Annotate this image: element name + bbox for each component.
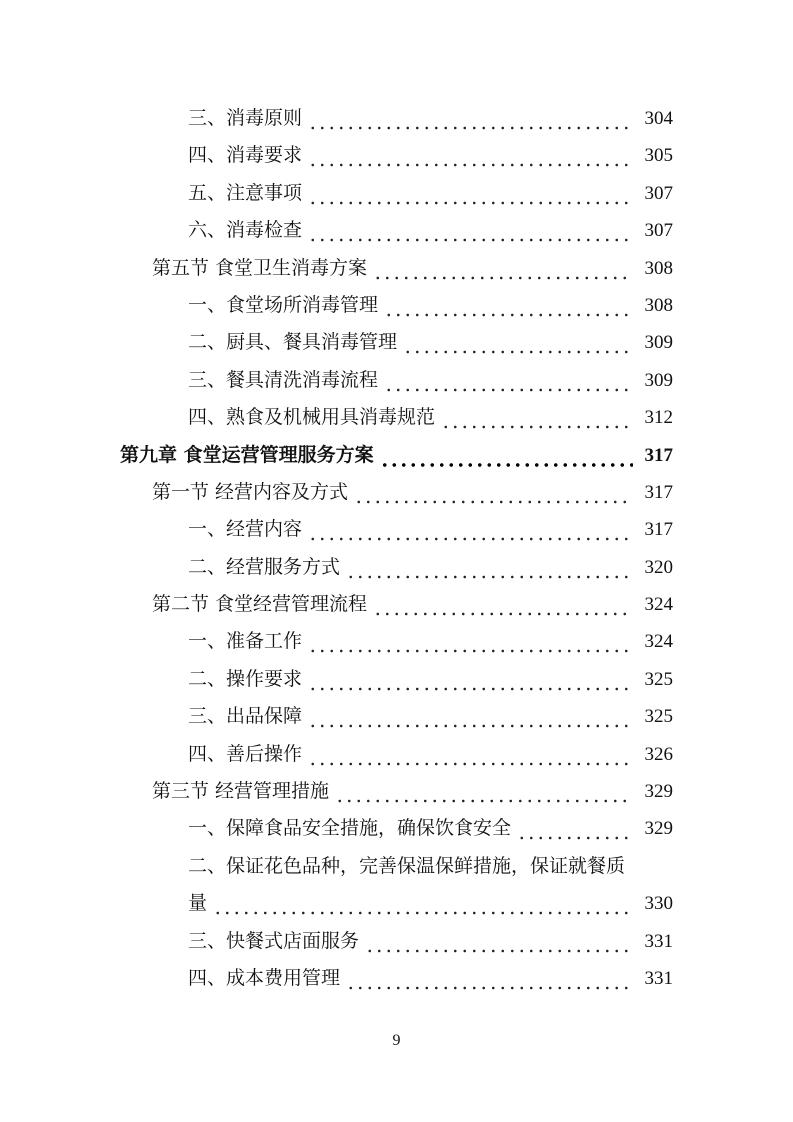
toc-entry-page: 309 <box>644 332 673 354</box>
toc-entry-title: 二、经营服务方式 <box>188 555 341 578</box>
toc-entry-title: 一、准备工作 <box>188 630 303 653</box>
toc-subsection-entry[interactable] <box>0 549 793 586</box>
toc-entry-page: 325 <box>644 706 673 728</box>
toc-entry-title: 三、快餐式店面服务 <box>188 929 360 952</box>
toc-entry-page: 308 <box>644 257 673 279</box>
toc-entry-title: 第九章 食堂运营管理服务方案 <box>120 443 374 466</box>
toc-subsection-entry[interactable] <box>0 885 793 922</box>
toc-chapter-entry[interactable] <box>0 437 793 474</box>
toc-entry-title: 二、保证花色品种，完善保温保鲜措施，保证就餐质 <box>188 854 626 877</box>
toc-entry-title: 量 <box>188 892 208 915</box>
toc-entry-title: 四、熟食及机械用具消毒规范 <box>188 406 436 429</box>
toc-entry-page: 307 <box>644 182 673 204</box>
toc-entry-page: 317 <box>644 519 673 541</box>
toc-dot-leader <box>308 137 633 174</box>
toc-entry-title: 三、出品保障 <box>188 705 303 728</box>
toc-dot-leader <box>346 960 633 997</box>
toc-dot-leader <box>213 885 633 922</box>
toc-subsection-entry[interactable] <box>0 848 793 885</box>
toc-dot-leader <box>373 586 633 623</box>
toc-subsection-entry[interactable] <box>0 137 793 174</box>
toc-entry-title: 一、保障食品安全措施，确保饮食安全 <box>188 817 512 840</box>
toc-entry-title: 二、操作要求 <box>188 667 303 690</box>
toc-subsection-entry[interactable] <box>0 212 793 249</box>
toc-entry-title: 第五节 食堂卫生消毒方案 <box>152 256 368 279</box>
toc-entry-page: 320 <box>644 556 673 578</box>
toc-subsection-entry[interactable] <box>0 324 793 361</box>
toc-dot-leader <box>517 810 633 847</box>
toc-entry-page: 325 <box>644 668 673 690</box>
toc-entry-page: 317 <box>644 444 673 466</box>
toc-section-entry[interactable] <box>0 773 793 810</box>
toc-dot-leader <box>403 324 633 361</box>
toc-subsection-entry[interactable] <box>0 175 793 212</box>
toc-entry-title: 一、食堂场所消毒管理 <box>188 293 379 316</box>
toc-entry-page: 324 <box>644 631 673 653</box>
toc-entry-page: 331 <box>644 930 673 952</box>
page-number: 9 <box>392 1032 401 1049</box>
toc-dot-leader <box>308 736 633 773</box>
toc-dot-leader <box>384 287 633 324</box>
toc-subsection-entry[interactable] <box>0 960 793 997</box>
toc-dot-leader <box>380 437 633 474</box>
toc-entry-page: 324 <box>644 594 673 616</box>
toc-section-entry[interactable] <box>0 474 793 511</box>
toc-entry-page: 309 <box>644 369 673 391</box>
toc-subsection-entry[interactable] <box>0 698 793 735</box>
toc-subsection-entry[interactable] <box>0 399 793 436</box>
toc-subsection-entry[interactable] <box>0 362 793 399</box>
toc-entry-title: 三、消毒原则 <box>188 107 303 129</box>
toc-subsection-entry[interactable] <box>0 810 793 847</box>
toc-entry-title: 二、厨具、餐具消毒管理 <box>188 331 398 354</box>
toc-entry-page: 312 <box>644 407 673 429</box>
toc-dot-leader <box>308 511 633 548</box>
toc-dot-leader <box>354 474 633 511</box>
toc-entry-page: 326 <box>644 743 673 765</box>
toc-dot-leader <box>308 175 633 212</box>
toc-entry-title: 第三节 经营管理措施 <box>152 780 330 803</box>
toc-dot-leader <box>308 623 633 660</box>
toc-entry-page: 330 <box>644 893 673 915</box>
toc-entry-title: 五、注意事项 <box>188 181 303 204</box>
toc-dot-leader <box>308 698 633 735</box>
toc-entry-page: 329 <box>644 818 673 840</box>
toc-subsection-entry[interactable] <box>0 100 793 137</box>
toc-dot-leader <box>373 250 633 287</box>
toc-section-entry[interactable] <box>0 586 793 623</box>
toc-dot-leader <box>308 100 633 137</box>
toc-entry-title: 三、餐具清洗消毒流程 <box>188 368 379 391</box>
toc-dot-leader <box>308 212 633 249</box>
toc-entry-page: 304 <box>644 108 673 129</box>
toc-entry-page: 305 <box>644 145 673 167</box>
toc-entry-title: 第一节 经营内容及方式 <box>152 480 349 503</box>
toc-subsection-entry[interactable] <box>0 661 793 698</box>
toc-dot-leader <box>384 362 633 399</box>
toc-entry-title: 四、成本费用管理 <box>188 966 341 989</box>
toc-dot-leader <box>346 549 633 586</box>
toc-subsection-entry[interactable] <box>0 923 793 960</box>
toc-section-entry[interactable] <box>0 250 793 287</box>
toc-entry-title: 一、经营内容 <box>188 518 303 541</box>
toc-dot-leader <box>308 661 633 698</box>
toc-entry-page: 331 <box>644 967 673 989</box>
toc-entry-title: 四、消毒要求 <box>188 144 303 167</box>
toc-entry-title: 四、善后操作 <box>188 742 303 765</box>
toc-entry-page: 329 <box>644 781 673 803</box>
toc-dot-leader <box>335 773 633 810</box>
toc-entry-title: 第二节 食堂经营管理流程 <box>152 593 368 616</box>
toc-subsection-entry[interactable] <box>0 287 793 324</box>
toc-entry-page: 317 <box>644 481 673 503</box>
toc-entry-page: 308 <box>644 294 673 316</box>
toc-subsection-entry[interactable] <box>0 623 793 660</box>
table-of-contents <box>0 100 793 997</box>
toc-entry-title: 六、消毒检查 <box>188 219 303 242</box>
toc-entry-page: 307 <box>644 220 673 242</box>
toc-dot-leader <box>441 399 633 436</box>
toc-subsection-entry[interactable] <box>0 736 793 773</box>
toc-subsection-entry[interactable] <box>0 511 793 548</box>
toc-dot-leader <box>365 923 633 960</box>
